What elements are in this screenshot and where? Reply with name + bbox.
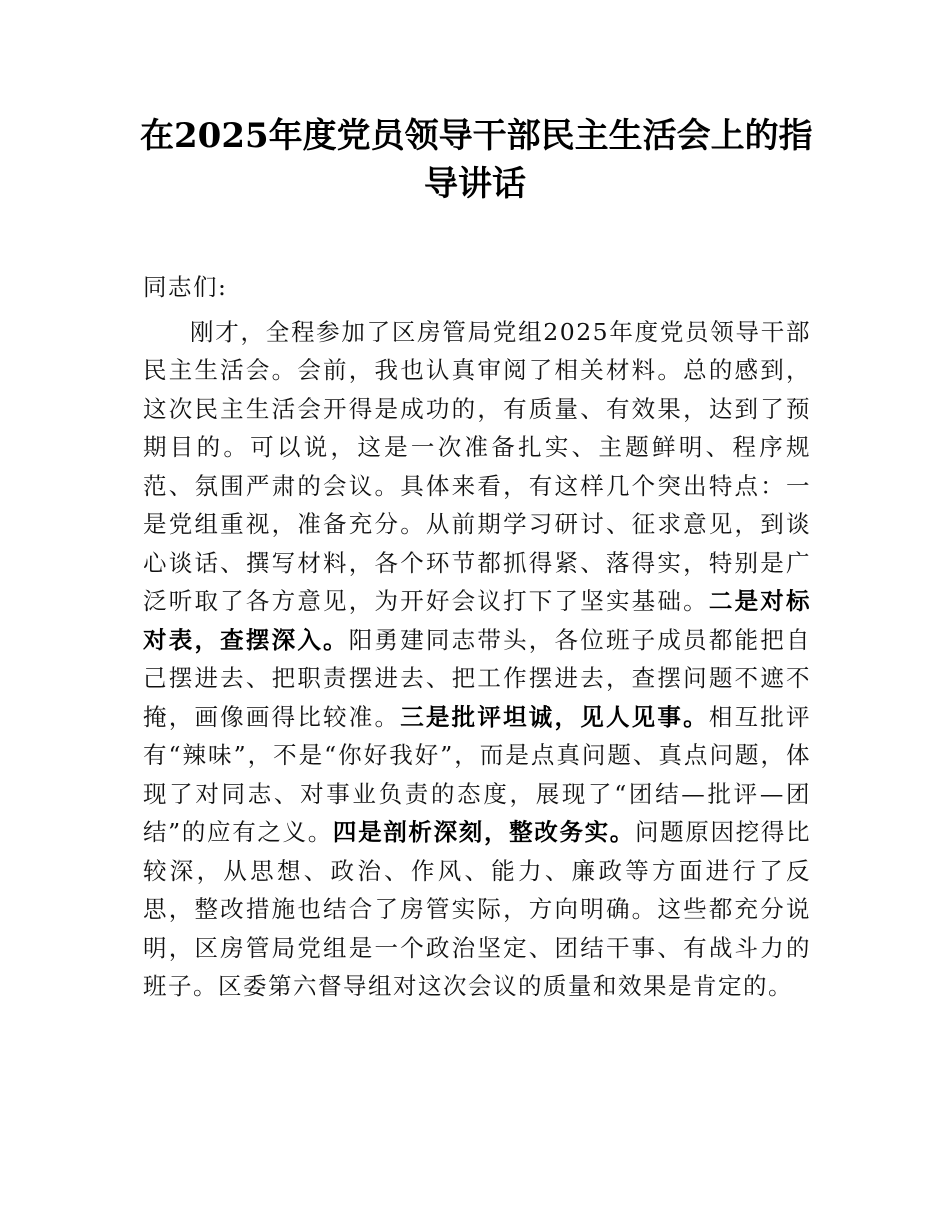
title-line-1: 在2025年度党员领导干部民主生活会上的指 xyxy=(140,116,813,156)
point-four-heading: 四是剖析深刻，整改务实。 xyxy=(332,818,635,846)
point-two-heading: 二是对标对表，查摆深入。 xyxy=(143,587,812,654)
point-three-heading: 三是批评坦诚，见人见事。 xyxy=(400,702,709,731)
document-body xyxy=(143,268,811,1006)
point-four-text: 问题原因挖得比较深，从思想、政治、作风、能力、廉政等方面进行了反思，整改措施也结合了房管实际，方向明确。这些都充分说明，区房管局党组是一个政治坚定、团结干事、有战斗力的班子。区委第六督导组对这次会议的质量和效果是肯定的。 xyxy=(143,818,812,1000)
document-title xyxy=(140,112,813,208)
point-two-text: 阳勇建同志带头，各位班子成员都能把自己摆进去、把职责摆进去、把工作摆进去，查摆问题不遮不掩，画像画得比较准。 xyxy=(143,625,812,731)
speech-paragraph xyxy=(143,313,811,1006)
title-line-2: 导讲话 xyxy=(424,164,526,204)
paragraph-intro-text: 刚才，全程参加了区房管局党组2025年度党员领导干部民主生活会。会前，我也认真审阅了相关材料。总的感到，这次民主生活会开得是成功的，有质量、有效果，达到了预期目的。可以说，这是一次准备扎实、主题鲜明、程序规范、氛围严肃的会议。具体来看，有这样几个突出特点：一是党组重视，准备充分。从前期学习研讨、征求意见，到谈心谈话、撰写材料，各个环节都抓得紧、落得实，特别是广泛听取了各方意见，为开好会议打下了坚实基础。 xyxy=(143,317,811,615)
point-three-text: 相互批评有“辣味”，不是“你好我好”，而是点真问题、真点问题，体现了对同志、对事业负责的态度，展现了“团结—批评—团结”的应有之义。 xyxy=(143,702,812,846)
salutation: 同志们: xyxy=(143,273,228,301)
